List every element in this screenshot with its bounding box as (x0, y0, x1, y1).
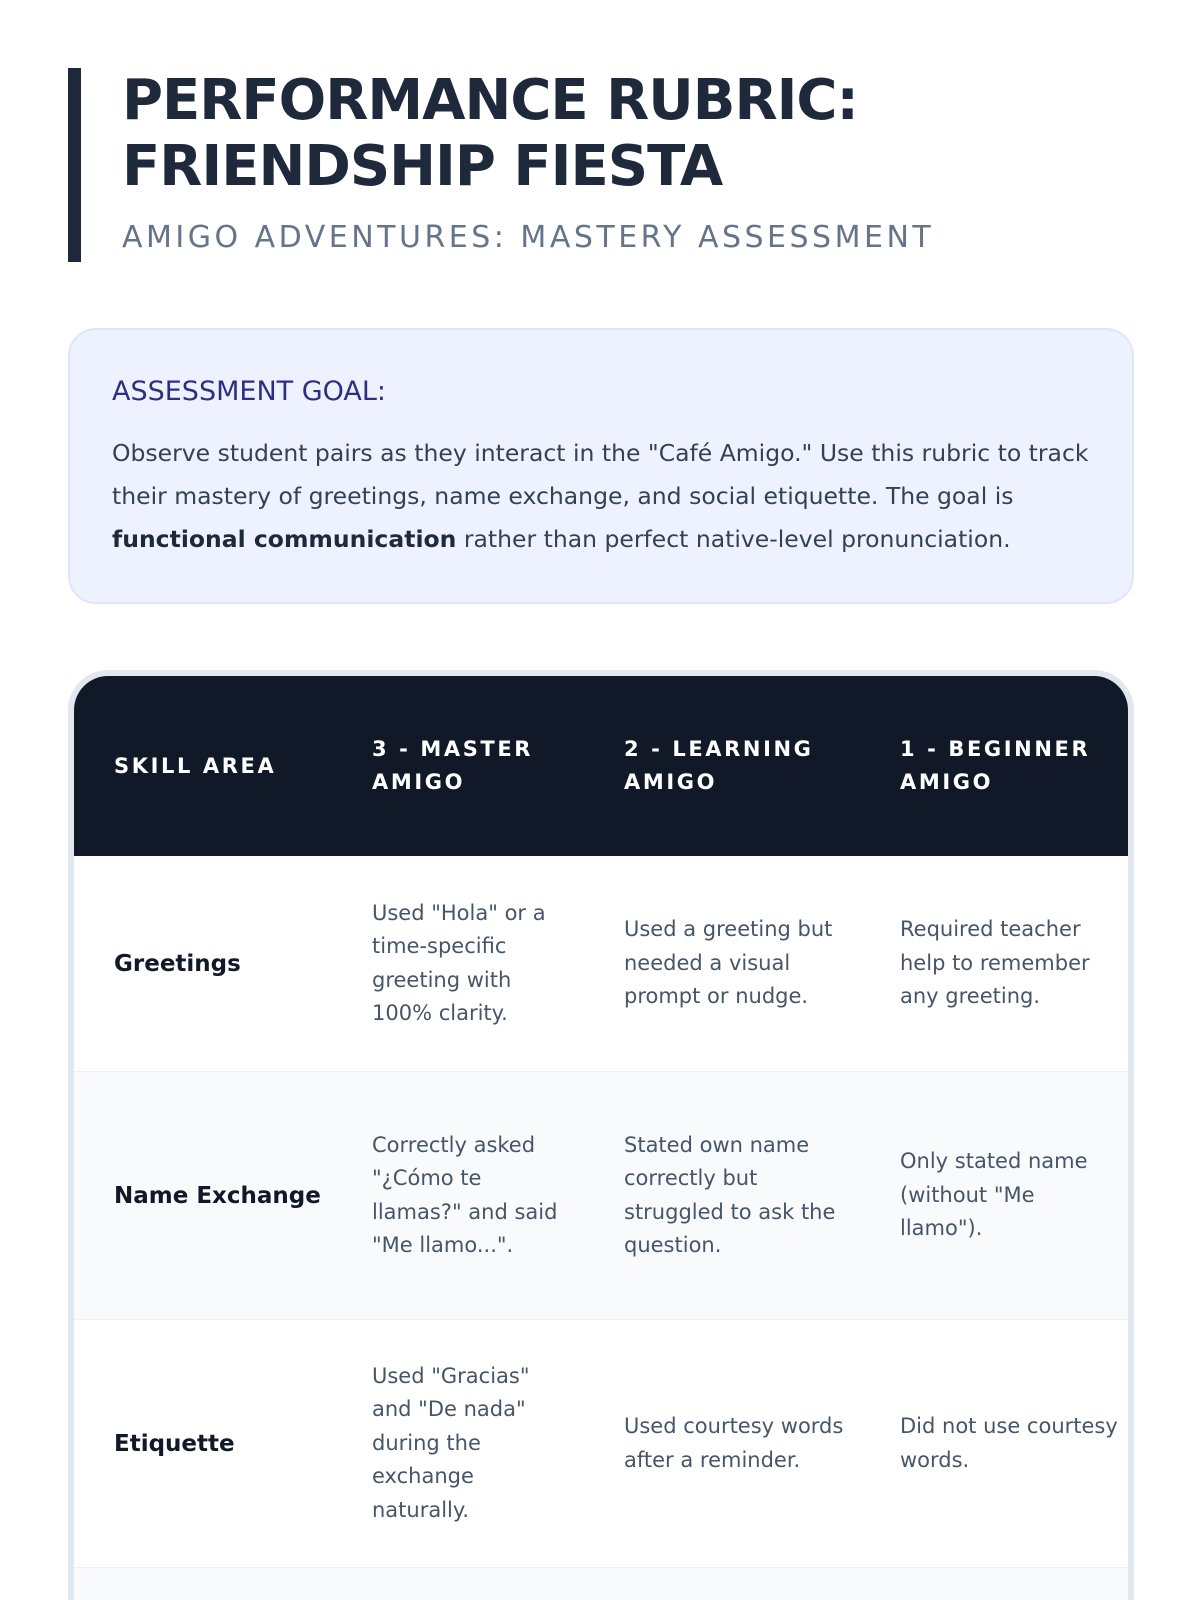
goal-text-emphasis: functional communication (112, 525, 457, 553)
page-subtitle: AMIGO ADVENTURES: MASTERY ASSESSMENT (122, 220, 935, 255)
header-learning-amigo: 2 - LEARNING AMIGO (624, 737, 814, 794)
goal-text-start: Observe student pairs as they interact in the "Café Amigo." Use this rubric to track their mastery of greetings, name exchange, and social etiquette. The goal is (112, 439, 1089, 510)
page-header (68, 68, 1068, 262)
table-row (74, 856, 1128, 1072)
header-skill-area: SKILL AREA (114, 753, 277, 778)
table-row (74, 1072, 1128, 1320)
header-master-amigo: 3 - MASTER AMIGO (372, 737, 534, 794)
beginner-cell: Required teacher help to remember any greeting. (900, 917, 1090, 1009)
beginner-cell: Did not use courtesy words. (900, 1414, 1118, 1472)
skill-cell: Etiquette (114, 1430, 235, 1457)
learning-cell: Used a greeting but needed a visual prompt or nudge. (624, 917, 833, 1009)
master-cell: Used "Gracias" and "De nada" during the exchange naturally. (372, 1363, 530, 1522)
goal-text (112, 432, 1090, 561)
assessment-goal-card (68, 328, 1134, 604)
master-cell: Correctly asked "¿Cómo te llamas?" and said "Me llamo...". (372, 1132, 558, 1257)
learning-cell: Used courtesy words after a reminder. (624, 1414, 844, 1472)
header-beginner-amigo: 1 - BEGINNER AMIGO (900, 737, 1091, 794)
page-title (122, 68, 1068, 200)
title-line-2: FRIENDSHIP FIESTA (122, 134, 723, 199)
skill-cell: Name Exchange (114, 1182, 321, 1209)
goal-heading: ASSESSMENT GOAL: (112, 376, 387, 407)
table-row-partial (74, 1568, 1128, 1600)
master-cell: Used "Hola" or a time-specific greeting with 100% clarity. (372, 900, 546, 1025)
goal-text-end: rather than perfect native-level pronunciation. (456, 525, 1011, 553)
beginner-cell: Only stated name (without "Me llamo"). (900, 1149, 1088, 1241)
table-row (74, 1320, 1128, 1568)
title-line-1: PERFORMANCE RUBRIC: (122, 68, 858, 133)
rubric-table (68, 670, 1134, 1600)
skill-cell: Greetings (114, 950, 241, 977)
table-header-row (74, 676, 1128, 856)
learning-cell: Stated own name correctly but struggled to ask the question. (624, 1132, 836, 1257)
